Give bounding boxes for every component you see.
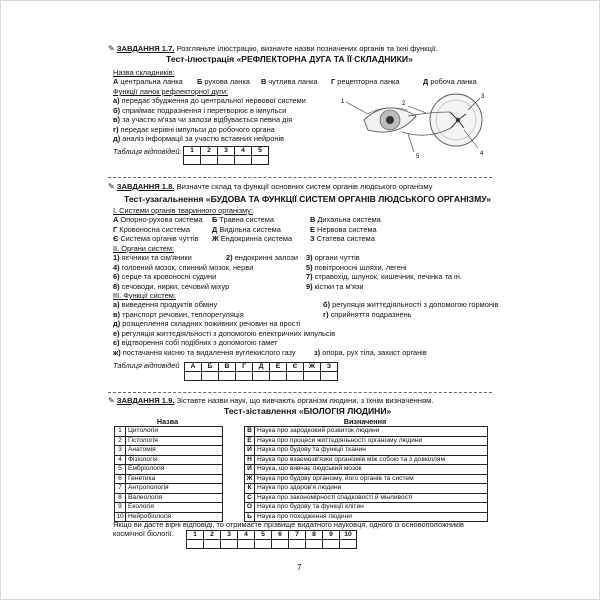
t18-answer-cell[interactable] — [321, 372, 338, 381]
system-function-item-text: сприйняття подразнень — [330, 309, 412, 319]
separator-1 — [108, 177, 492, 178]
task-1-9-header — [108, 396, 433, 405]
system-item-2 — [310, 225, 377, 234]
function-item-0-text: передає збудження до центральної нервової системи — [121, 96, 306, 105]
component-item-text: рухова ланка — [204, 77, 250, 86]
function-item-4-key: д) — [113, 134, 121, 143]
t19-answer-cell[interactable] — [272, 540, 289, 549]
task-1-9-label: ЗАВДАННЯ 1.9. — [116, 396, 175, 405]
organ-item-2 — [306, 253, 360, 262]
table-row — [245, 427, 488, 437]
t17-header-cell: 3 — [218, 147, 235, 156]
definition-key: Е — [245, 436, 255, 446]
system-item-text: Опорно-рухова система — [120, 215, 203, 224]
definition-text: Наука про зародковий розвиток людини — [255, 427, 488, 437]
t17-header-cell: 1 — [184, 147, 201, 156]
t19-answer-cell[interactable] — [187, 540, 204, 549]
system-function-item-0 — [113, 319, 301, 328]
t19-header-cell: 5 — [255, 531, 272, 540]
definition-text: Наука про здоров'я людини — [255, 484, 488, 494]
science-number: 1 — [115, 427, 126, 437]
t17-answer-table — [183, 146, 269, 165]
organ-item-0 — [113, 263, 253, 272]
component-item-0 — [113, 77, 183, 86]
organ-item-text: ендокринні залози — [234, 253, 299, 262]
functions-heading: Функції ланок рефлекторної дуги: — [113, 87, 229, 96]
definition-text: Наука про походження людини — [255, 512, 488, 522]
system-function-item-key: є) — [113, 338, 120, 347]
t18-answer-cell[interactable] — [236, 372, 253, 381]
system-item-text: Дихальна система — [317, 215, 381, 224]
system-item-0 — [113, 215, 203, 224]
section-1-heading: І. Системи органів тваринного організму: — [113, 206, 253, 215]
system-function-item-key: д) — [113, 319, 121, 328]
task-1-9-instruction: Зіставте назви наук, що вивчають організм людини, з їхнім визначенням. — [176, 396, 434, 405]
task-1-8-test-title: Тест-узагальнення «БУДОВА ТА ФУНКЦІЇ СИСТЕМ ОРГАНІВ ЛЮДСЬКОГО ОРГАНІЗМУ» — [124, 194, 492, 204]
t18-answer-table — [184, 362, 338, 381]
footer-line-1: Якщо ви дасте вірні відповіді, то отримаєте прізвище видатного науковця, одного із основоположників — [113, 520, 464, 529]
system-function-item-text: регуляція життєдіяльності з допомогою електричних імпульсів — [121, 328, 336, 338]
component-item-text: центральна ланка — [120, 77, 183, 86]
t18-header-cell: З — [321, 363, 338, 372]
system-function-item-key: е) — [113, 328, 120, 338]
sciences-definitions-table — [244, 426, 488, 522]
system-function-item-key: в) — [113, 309, 121, 319]
system-function-item-text: опора, рух тіла, захист органів — [322, 347, 427, 357]
t19-header-cell: 2 — [204, 531, 221, 540]
definition-key: С — [245, 493, 255, 503]
organ-item-0 — [113, 272, 216, 281]
task-1-7-instruction: Розгляньте ілюстрацію, визначте назви позначених органів та їхні функції. — [176, 44, 438, 53]
separator-2 — [108, 392, 492, 393]
system-item-text: Видільна система — [219, 224, 281, 234]
table-row — [245, 484, 488, 494]
system-item-1 — [212, 215, 274, 224]
t18-header-cell: В — [219, 363, 236, 372]
organ-item-0 — [113, 253, 192, 262]
system-item-text: Травна система — [219, 215, 274, 224]
system-function-item-1 — [323, 300, 499, 309]
science-number: 8 — [115, 493, 126, 503]
component-item-key: В — [261, 77, 267, 86]
science-name: Екологія — [126, 503, 223, 513]
t19-answer-cell[interactable] — [204, 540, 221, 549]
definition-key: О — [245, 503, 255, 513]
table-row — [245, 493, 488, 503]
t19-header-cell: 3 — [221, 531, 238, 540]
science-name: Фізіологія — [126, 455, 223, 465]
figure-label-1: 1 — [341, 99, 345, 105]
t17-answer-cell[interactable] — [218, 156, 235, 165]
function-item-3-key: г) — [113, 124, 119, 134]
component-item-text: рецепторна ланка — [337, 77, 400, 86]
table-row — [115, 484, 223, 494]
t19-header-cell: 9 — [323, 531, 340, 540]
system-item-key: Є — [113, 234, 119, 243]
science-name: Генетика — [126, 474, 223, 484]
system-function-item-key: б) — [323, 300, 331, 309]
system-item-key: Д — [212, 224, 218, 234]
organ-item-1 — [306, 263, 407, 272]
t17-header-cell: 4 — [235, 147, 252, 156]
system-function-item-0 — [113, 348, 296, 357]
system-function-item-0 — [113, 310, 244, 319]
section-3-heading: ІІІ. Функції систем: — [113, 291, 176, 300]
system-item-text: Статева система — [316, 234, 375, 243]
function-item-1-key: б) — [113, 105, 121, 115]
t19-answer-cell[interactable] — [221, 540, 238, 549]
science-number: 2 — [115, 436, 126, 446]
t19-answer-cell[interactable] — [255, 540, 272, 549]
table-row — [245, 465, 488, 475]
science-name: Валеологія — [126, 493, 223, 503]
definition-key: Ж — [245, 474, 255, 484]
system-item-text: Ендокринна система — [220, 234, 293, 243]
system-item-2 — [310, 234, 375, 243]
t19-header-cell: 8 — [306, 531, 323, 540]
function-item-3-text: передає керівні імпульси до робочого органа — [120, 124, 275, 134]
organ-item-text: повітроносні шляхи, легені — [314, 262, 407, 272]
science-number: 5 — [115, 465, 126, 475]
task-1-7-test-title: Тест-ілюстрація «РЕФЛЕКТОРНА ДУГА ТА ЇЇ СКЛАДНИКИ» — [166, 54, 413, 64]
organ-item-key: 9) — [306, 281, 313, 291]
col-name-header: Назва — [156, 417, 179, 426]
function-item-4-text: аналіз інформації за участю вставних нейронів — [122, 134, 285, 143]
system-function-item-0 — [113, 300, 217, 309]
system-function-item-key: а) — [113, 300, 120, 309]
t19-header-cell: 1 — [187, 531, 204, 540]
t19-header-cell: 6 — [272, 531, 289, 540]
definition-key: Н — [245, 455, 255, 465]
system-item-1 — [212, 234, 292, 243]
t17-table-label: Таблиця відповідей: — [113, 147, 182, 156]
system-item-key: А — [113, 215, 119, 224]
system-item-text: Система органів чуттів — [120, 234, 199, 243]
system-item-2 — [310, 215, 381, 224]
definition-key: И — [245, 446, 255, 456]
table-row — [115, 474, 223, 484]
component-item-text: чутлива ланка — [268, 77, 318, 86]
system-function-item-text: виведення продуктів обміну — [121, 300, 218, 309]
definition-text: Наука про взаємозв'язки організмів між собою та з довкіллям — [255, 455, 488, 465]
task-1-7-header — [108, 44, 438, 53]
organ-item-text: головний мозок, спинний мозок, нерви — [121, 262, 254, 272]
table-row — [115, 436, 223, 446]
system-function-item-0 — [113, 338, 278, 347]
t18-header-cell: Б — [202, 363, 219, 372]
component-item-text: робоча ланка — [430, 77, 477, 86]
system-function-item-text: розщеплення складних поживних речовин на прості — [122, 319, 301, 328]
function-item-2-0 — [113, 115, 292, 124]
table-row — [245, 474, 488, 484]
organ-item-key: 2) — [226, 253, 233, 262]
system-function-item-key: г) — [323, 309, 329, 319]
system-function-item-key: ж) — [113, 347, 121, 357]
section-2-heading: ІІ. Органи систем: — [113, 244, 175, 253]
function-item-0-0 — [113, 96, 306, 105]
science-name: Антропологія — [126, 484, 223, 494]
system-function-item-text: відтворення собі подібних з допомогою гамет — [121, 338, 278, 347]
organ-item-text: серце та кровоносні судини — [121, 272, 217, 281]
component-item-key: Б — [197, 77, 203, 86]
t19-answer-cell[interactable] — [238, 540, 255, 549]
organ-item-text: яєчники та сім'яники — [121, 253, 192, 262]
t18-answer-cell[interactable] — [270, 372, 287, 381]
t17-header-cell: 5 — [252, 147, 269, 156]
function-item-1-text: сприймає подразнення і перетворює в імпульси — [122, 105, 287, 115]
pencil-icon: ✎ — [108, 44, 115, 53]
table-row — [115, 493, 223, 503]
components-heading: Назва складників: — [113, 68, 175, 77]
science-number: 4 — [115, 455, 126, 465]
table-row — [115, 446, 223, 456]
table-row — [245, 436, 488, 446]
task-1-9-test-title: Тест-зіставлення «БІОЛОГІЯ ЛЮДИНИ» — [224, 406, 392, 416]
figure-label-4: 4 — [480, 151, 484, 157]
system-item-key: З — [310, 234, 315, 243]
definition-text: Наука про процеси життєдіяльності організму людини — [255, 436, 488, 446]
definition-key: Й — [245, 465, 255, 475]
t19-header-cell: 7 — [289, 531, 306, 540]
organ-item-key: 5) — [306, 262, 313, 272]
organ-item-key: 3) — [306, 253, 313, 262]
definition-text: Наука про будову та функції тканин — [255, 446, 488, 456]
organ-item-key: 1) — [113, 253, 120, 262]
reflex-arc-illustration — [338, 90, 500, 162]
organ-item-key: 7) — [306, 272, 313, 281]
t18-header-cell: А — [185, 363, 202, 372]
system-function-item-0 — [113, 329, 335, 338]
component-item-3 — [331, 77, 400, 86]
science-name: Анатомія — [126, 446, 223, 456]
system-function-item-text: постачання кисню та видалення вуглекислого газу — [122, 347, 296, 357]
organ-item-1 — [306, 272, 462, 281]
organ-item-text: кістки та м'язи — [314, 281, 364, 291]
science-name: Нейробіологія — [126, 512, 223, 522]
definition-key: В — [245, 427, 255, 437]
function-item-1-0 — [113, 106, 286, 115]
system-item-key: В — [310, 215, 316, 224]
task-1-7-label: ЗАВДАННЯ 1.7. — [116, 44, 175, 53]
organ-item-key: 4) — [113, 262, 120, 272]
definition-text: Наука, що вивчає людський мозок — [255, 465, 488, 475]
component-item-key: А — [113, 77, 119, 86]
definition-text: Наука про будову та функції клітин — [255, 503, 488, 513]
system-item-key: Б — [212, 215, 218, 224]
t18-header-cell: Ж — [304, 363, 321, 372]
col-def-header: Визначення — [343, 417, 387, 426]
t19-answer-cell[interactable] — [340, 540, 357, 549]
figure-label-5: 5 — [416, 154, 420, 160]
t19-answer-cell[interactable] — [323, 540, 340, 549]
organ-item-text: сечоводи, нирки, сечовий міхур — [121, 281, 230, 291]
footer-line-2: космічної біології. — [113, 529, 174, 538]
t18-table-label: Таблиця відповідей — [113, 361, 180, 370]
component-item-4 — [423, 77, 477, 86]
t18-header-cell: Г — [236, 363, 253, 372]
function-item-2-text: за участю м'яза чи залози відбувається певна дія — [122, 115, 293, 124]
t18-answer-cell[interactable] — [287, 372, 304, 381]
pencil-icon: ✎ — [108, 182, 115, 191]
organ-item-key: 6) — [113, 272, 120, 281]
t17-header-cell: 2 — [201, 147, 218, 156]
function-item-4-0 — [113, 134, 284, 143]
system-item-text: Кровоносна система — [119, 224, 190, 234]
organ-item-text: органи чуттів — [314, 253, 360, 262]
system-item-0 — [113, 234, 199, 243]
t18-answer-cell[interactable] — [185, 372, 202, 381]
science-number: 6 — [115, 474, 126, 484]
task-1-8-header — [108, 182, 432, 191]
table-row — [245, 455, 488, 465]
function-item-0-key: а) — [113, 96, 120, 105]
t18-answer-cell[interactable] — [304, 372, 321, 381]
task-1-8-instruction: Визначте склад та функції основних систем органів людського організму — [176, 182, 433, 191]
t19-answer-table — [186, 530, 357, 549]
component-item-key: Г — [331, 77, 336, 86]
science-number: 7 — [115, 484, 126, 494]
definition-text: Наука про закономірності спадковості й мінливості — [255, 493, 488, 503]
component-item-2 — [261, 77, 318, 86]
science-name: Гістологія — [126, 436, 223, 446]
pencil-icon: ✎ — [108, 396, 115, 405]
system-function-item-1 — [314, 348, 427, 357]
t19-answer-cell[interactable] — [306, 540, 323, 549]
sciences-names-table — [114, 426, 223, 522]
task-1-8-label: ЗАВДАННЯ 1.8. — [116, 182, 175, 191]
system-function-item-key: з) — [314, 347, 321, 357]
table-row — [115, 503, 223, 513]
table-row — [245, 446, 488, 456]
t18-header-cell: Д — [253, 363, 270, 372]
organ-item-1 — [226, 253, 298, 262]
system-item-key: Ж — [212, 234, 219, 243]
table-row — [115, 455, 223, 465]
component-item-1 — [197, 77, 250, 86]
component-item-key: Д — [423, 77, 429, 86]
definition-key: К — [245, 484, 255, 494]
organ-item-1 — [306, 282, 364, 291]
t17-answer-cell[interactable] — [201, 156, 218, 165]
science-number: 3 — [115, 446, 126, 456]
definition-text: Наука про будову організму, його органів та систем — [255, 474, 488, 484]
system-item-key: Г — [113, 224, 118, 234]
system-item-0 — [113, 225, 190, 234]
function-item-2-key: в) — [113, 115, 121, 124]
definition-key: Ь — [245, 512, 255, 522]
t18-header-cell: Є — [287, 363, 304, 372]
pupil-icon — [386, 116, 394, 124]
table-row — [245, 503, 488, 513]
system-function-item-text: регуляція життєдіяльності з допомогою гормонів — [332, 300, 499, 309]
organ-item-key: 8) — [113, 281, 120, 291]
t18-answer-cell[interactable] — [219, 372, 236, 381]
science-name: Цитологія — [126, 427, 223, 437]
t18-header-cell: Е — [270, 363, 287, 372]
organ-item-0 — [113, 282, 229, 291]
organ-item-text: стравохід, шлунок, кишечник, печінка та ін. — [314, 272, 462, 281]
t19-header-cell: 10 — [340, 531, 357, 540]
t18-answer-cell[interactable] — [253, 372, 270, 381]
t17-answer-cell[interactable] — [184, 156, 201, 165]
figure-label-3: 3 — [481, 94, 485, 100]
system-function-item-text: транспорт речовин, теплорегуляція — [122, 309, 244, 319]
figure-label-2: 2 — [402, 101, 406, 107]
science-number: 9 — [115, 503, 126, 513]
t19-header-cell: 4 — [238, 531, 255, 540]
t17-answer-cell[interactable] — [235, 156, 252, 165]
table-row — [115, 427, 223, 437]
system-item-1 — [212, 225, 281, 234]
page-number: 7 — [297, 563, 302, 572]
table-row — [115, 465, 223, 475]
system-item-text: Нервова система — [317, 224, 377, 234]
science-name: Ембріологія — [126, 465, 223, 475]
science-number: 10 — [116, 512, 124, 520]
t18-answer-cell[interactable] — [202, 372, 219, 381]
function-item-3-0 — [113, 125, 275, 134]
system-item-key: Е — [310, 224, 315, 234]
system-function-item-1 — [323, 310, 412, 319]
t17-answer-cell[interactable] — [252, 156, 269, 165]
t19-answer-cell[interactable] — [289, 540, 306, 549]
